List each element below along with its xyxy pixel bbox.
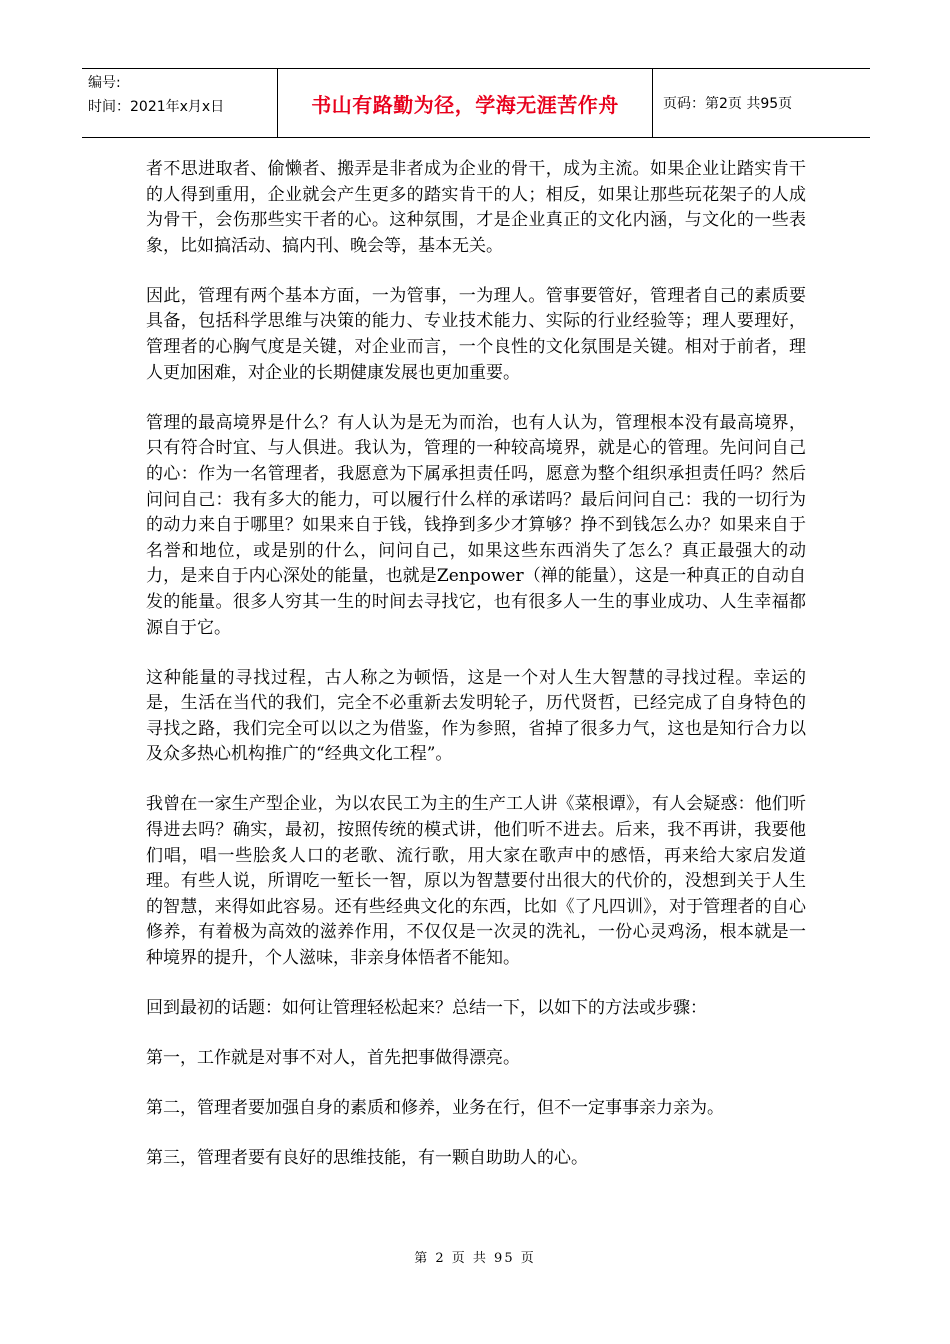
page-footer: 第 2 页 共 95 页 <box>414 1251 536 1266</box>
header-motto: 书山有路勤为径，学海无涯苦作舟 <box>278 69 653 137</box>
paragraph: 因此，管理有两个基本方面，一为管事，一为理人。管事要管好，管理者自己的素质要具备，包括科学思维与决策的能力、专业技术能力、实际的行业经验等；理人要理好，管理者的心胸气度是关键，对企业而言，一个良性的文化氛围是关键。相对于前者，理人更加困难，对企业的长期健康发展也更加重要。 <box>146 285 806 383</box>
paragraph: 管理的最高境界是什么？有人认为是无为而治，也有人认为，管理根本没有最高境界，只有符合时宜、与人俱进。我认为，管理的一种较高境界，就是心的管理。先问问自己的心：作为一名管理者，我愿意为下属承担责任吗，愿意为整个组织承担责任吗？然后问问自己：我有多大的能力，可以履行什么样的承诺吗？最后问问自己：我的一切行为的动力来自于哪里？如果来自于钱，钱挣到多少才算够？挣不到钱怎么办？如果来自于名誉和地位，或是别的什么，问问自己，如果这些东西消失了怎么？真正最强大的动力，是来自于内心深处的能量，也就是Zenpower（禅的能量），这是一种真正的自动自发的能量。很多人穷其一生的时间去寻找它，也有很多人一生的事业成功、人生幸福都源自于它。 <box>146 412 806 638</box>
paragraph: 第二，管理者要加强自身的素质和修养，业务在行，但不一定事事亲力亲为。 <box>146 1098 724 1119</box>
document-number-label: 编号: <box>88 75 121 91</box>
paragraph: 这种能量的寻找过程，古人称之为顿悟，这是一个对人生大智慧的寻找过程。幸运的是，生活在当代的我们，完全不必重新去发明轮子，历代贤哲，已经完成了自身特色的寻找之路，我们完全可以以之为借鉴，作为参照，省掉了很多力气，这也是知行合力以及众多热心机构推广的“经典文化工程”。 <box>146 667 806 765</box>
paragraph: 回到最初的话题：如何让管理轻松起来？总结一下，以如下的方法或步骤： <box>146 998 707 1019</box>
header-meta <box>82 69 278 137</box>
paragraph: 第三，管理者要有良好的思维技能，有一颗自助助人的心。 <box>146 1148 588 1169</box>
document-date: 时间：2021年x月x日 <box>88 99 225 115</box>
document-body <box>146 157 806 1197</box>
paragraph: 者不思进取者、偷懒者、搬弄是非者成为企业的骨干，成为主流。如果企业让踏实肯干的人得到重用，企业就会产生更多的踏实肯干的人；相反，如果让那些玩花架子的人成为骨干，会伤那些实干者的心。这种氛围，才是企业真正的文化内涵，与文化的一些表象，比如搞活动、搞内刊、晚会等，基本无关。 <box>146 159 806 256</box>
paragraph: 我曾在一家生产型企业，为以农民工为主的生产工人讲《菜根谭》，有人会疑惑：他们听得进去吗？确实，最初，按照传统的模式讲，他们听不进去。后来，我不再讲，我要他们唱，唱一些脍炙人口的老歌、流行歌，用大家在歌声中的感悟，再来给大家启发道理。有些人说，所谓吃一堑长一智，原以为智慧要付出很大的代价的，没想到关于人生的智慧，来得如此容易。还有些经典文化的东西，比如《了凡四训》，对于管理者的自心修养，有着极为高效的滋养作用，不仅仅是一次灵的洗礼，一份心灵鸡汤，根本就是一种境界的提升，个人滋味，非亲身体悟者不能知。 <box>146 794 806 969</box>
paragraph: 第一，工作就是对事不对人，首先把事做得漂亮。 <box>146 1048 520 1069</box>
header-page-info: 页码：第2页 共95页 <box>663 96 793 112</box>
page-header <box>82 68 870 138</box>
